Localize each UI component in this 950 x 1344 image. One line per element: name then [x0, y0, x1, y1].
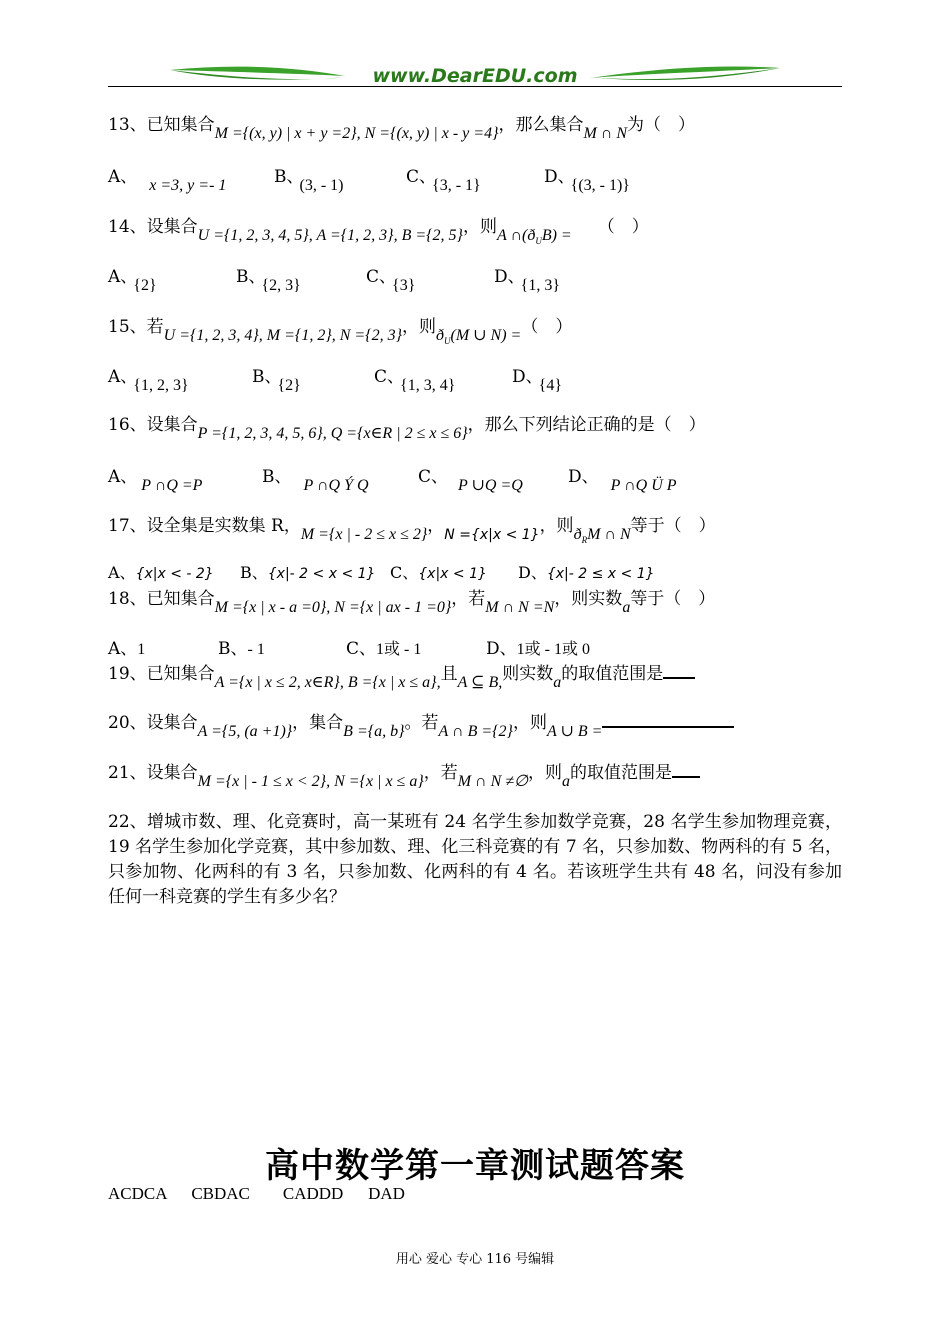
q17-option-d: D、{x|- 2 ≤ x < 1}: [518, 563, 655, 582]
question-21: [108, 762, 700, 790]
q18-option-d: D、1或 - 1或 0: [486, 639, 590, 659]
q19-answer-blank[interactable]: [663, 663, 695, 679]
q18-formula: M ={x | x - a =0}, N ={x | ax - 1 =0}: [214, 599, 452, 616]
q16-text: ，那么下列结论正确的是（ ）: [467, 415, 706, 435]
q19-stem: 19、已知集合: [108, 664, 215, 684]
q15-text: ，则: [401, 317, 436, 337]
q14-option-d: D、{1, 3}: [494, 267, 560, 294]
q16-option-c: C、 P ∪Q =Q: [418, 467, 523, 494]
q17-formula-3: $ð_RM$ ∩ N: [573, 526, 631, 546]
q20-formula: A ={5, (a +1)}: [197, 723, 293, 740]
q20-text-3: ，则: [512, 713, 547, 733]
question-14: [108, 216, 649, 247]
question-17: [108, 515, 716, 546]
q21-text-3: 的取值范围是: [570, 763, 672, 783]
site-url: www.DearEDU.com: [372, 65, 578, 87]
q18-text-2: ，则实数: [554, 589, 623, 609]
q17-formula-2: N ={x|x < 1}: [444, 527, 540, 543]
q14-option-a: A、{2}: [108, 267, 157, 294]
q20-text-2: 。若: [404, 713, 439, 733]
q18-option-b: B、- 1: [218, 639, 265, 659]
q19-formula: A ={x | x ≤ 2, x∈R}, B ={x | x ≤ a},: [214, 674, 441, 691]
q15-formula-2: $ð_U(M$ ∪ N) =: [435, 327, 522, 347]
q14-option-c: C、{3}: [366, 267, 416, 294]
q21-text: ，若: [423, 763, 458, 783]
question-16: [108, 414, 706, 442]
q17-comma: ，: [427, 516, 445, 536]
question-15: [108, 316, 573, 347]
q14-paren: （ ）: [597, 217, 649, 237]
q19-text-2: 则实数: [502, 664, 554, 684]
q13-text: ，那么集合: [498, 115, 584, 135]
q18-text: ，若: [451, 589, 486, 609]
q16-option-b: B、 P ∩Q Ý Q: [262, 467, 369, 494]
q13-option-d: D、{(3, - 1)}: [544, 167, 630, 194]
q16-formula: P ={1, 2, 3, 4, 5, 6}, Q ={x∈R | 2 ≤ x ≤ 6}: [197, 425, 468, 442]
q16-stem: 16、设集合: [108, 415, 198, 435]
q19-text-3: 的取值范围是: [561, 664, 664, 684]
question-22: 22、增城市数、理、化竞赛时，高一某班有 24 名学生参加数学竞赛，28 名学生参加物理竞赛，19 名学生参加化学竞赛，其中参加数、理、化三科竞赛的有 7 名，只参加数、物两科的有 5 名，只参加物、化两科的有 3 名，只参加数、化两科的有 4 名。若该班学生共有 48 名，问没有参加任何一科竞赛的学生有多少名？: [108, 812, 842, 907]
q17-text: ，则: [539, 516, 574, 536]
question-18: [108, 588, 716, 616]
q21-formula-2: M ∩ N ≠∅: [457, 773, 528, 790]
q13-paren: 为（ ）: [627, 115, 696, 135]
q20-formula-4: A ∪ B =: [546, 723, 603, 740]
q15-option-c: C、{1, 3, 4}: [374, 367, 456, 394]
q15-paren: （ ）: [521, 317, 573, 337]
q14-option-b: B、{2, 3}: [236, 267, 301, 294]
q15-stem: 15、若: [108, 317, 164, 337]
q21-formula: M ={x | - 1 ≤ x < 2}, N ={x | x ≤ a}: [197, 773, 424, 790]
q18-option-a: A、1: [108, 639, 146, 659]
q15-option-b: B、{2}: [252, 367, 301, 394]
q17-stem: 17、设全集是实数集 R，: [108, 516, 301, 536]
q18-var: a: [622, 599, 631, 616]
q15-option-d: D、{4}: [512, 367, 562, 394]
q17-option-c: C、{x|x < 1}: [390, 563, 487, 582]
q20-answer-blank[interactable]: [602, 712, 734, 728]
q14-text: ，则: [462, 217, 497, 237]
header-rule: [108, 86, 842, 87]
answer-key: ACDCA CBDAC CADDD DAD: [108, 1184, 405, 1203]
q19-formula-2: A ⊆ B,: [457, 674, 503, 691]
page-footer: 用心 爱心 专心 116 号编辑: [395, 1252, 555, 1267]
site-logo-banner: [170, 62, 780, 92]
q13-option-a: A、 x =3, y =- 1: [108, 167, 227, 194]
q17-formula: M ={x | - 2 ≤ x ≤ 2}: [300, 526, 428, 543]
q21-answer-blank[interactable]: [672, 762, 700, 778]
question-13: [108, 114, 696, 142]
q17-paren: 等于（ ）: [630, 516, 716, 536]
q13-formula: M ={(x, y) | x + y =2}, N ={(x, y) | x - y =4}: [214, 125, 499, 142]
q18-stem: 18、已知集合: [108, 589, 215, 609]
q13-formula-2: M ∩ N: [583, 125, 628, 142]
q19-text: 且: [440, 664, 458, 684]
q16-option-a: A、 P ∩Q =P: [108, 467, 203, 494]
question-20: [108, 712, 734, 740]
q21-var: a: [562, 773, 570, 790]
q13-option-c: C、{3, - 1}: [406, 167, 481, 194]
q20-stem: 20、设集合: [108, 713, 198, 733]
q15-option-a: A、{1, 2, 3}: [108, 367, 189, 394]
q18-paren: 等于（ ）: [630, 589, 716, 609]
q18-formula-2: M ∩ N =N: [485, 599, 555, 616]
q21-stem: 21、设集合: [108, 763, 198, 783]
q17-option-b: B、{x|- 2 < x < 1}: [240, 563, 376, 582]
q20-formula-3: A ∩ B ={2}: [438, 723, 513, 740]
q13-stem: 13、已知集合: [108, 115, 215, 135]
q16-option-d: D、 P ∩Q Ü P: [568, 467, 677, 494]
q19-var: a: [553, 674, 562, 691]
q14-formula-2: A $\cap(ð_UB)$ =: [496, 227, 572, 247]
q15-formula: U ={1, 2, 3, 4}, M ={1, 2}, N ={2, 3}: [163, 327, 402, 344]
q20-text: ，集合: [292, 713, 344, 733]
question-19: [108, 663, 695, 691]
q18-option-c: C、1或 - 1: [346, 639, 422, 659]
q21-text-2: ，则: [528, 763, 562, 783]
q17-option-a: A、{x|x < - 2}: [108, 563, 214, 582]
answer-title: 高中数学第一章测试题答案: [265, 1146, 685, 1186]
q14-stem: 14、设集合: [108, 217, 198, 237]
q14-formula: U ={1, 2, 3, 4, 5}, A ={1, 2, 3}, B ={2, 5}: [197, 227, 463, 244]
q20-formula-2: B ={a, b}: [343, 723, 405, 740]
q13-option-b: B、(3, - 1): [274, 167, 344, 194]
